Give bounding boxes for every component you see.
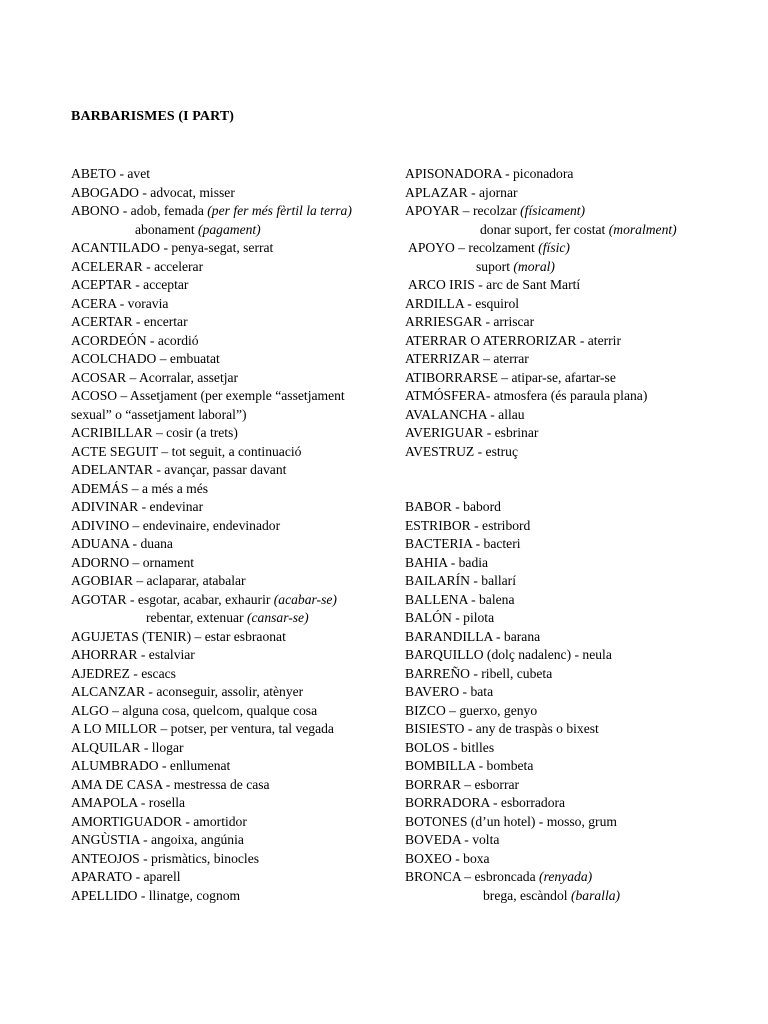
entry-line: [71, 480, 401, 499]
entry-text: AVERIGUAR - esbrinar: [405, 425, 539, 440]
entry-line: [405, 591, 735, 610]
entry-line: [71, 239, 401, 258]
entry-text: APOYAR – recolzar: [405, 203, 521, 218]
entry-text: ACTE SEGUIT – tot seguit, a continuació: [71, 443, 302, 459]
entry-text: AMA DE CASA - mestressa de casa: [71, 776, 270, 792]
entry-text: ARDILLA - esquirol: [405, 295, 520, 311]
entry-text: ACELERAR - accelerar: [71, 258, 204, 274]
entry-text: ACEPTAR - acceptar: [71, 277, 189, 292]
entry-text: BOMBILLA - bombeta: [405, 758, 534, 773]
entry-text: ADIVINO – endevinaire, endevinador: [71, 517, 281, 533]
entry-text: BARREÑO - ribell, cubeta: [405, 665, 553, 681]
entry-line: [71, 776, 401, 795]
entry-text: ADELANTAR - avançar, passar davant: [71, 462, 287, 477]
entry-line: [405, 332, 735, 351]
entry-line: [71, 406, 401, 425]
entry-line: [71, 350, 401, 369]
entry-text: ACOSAR – Acorralar, assetjar: [71, 369, 239, 385]
entry-line: [71, 757, 401, 776]
entry-note: (pagament): [198, 221, 261, 237]
entry-line: [71, 591, 401, 610]
entry-text: ACORDEÓN - acordió: [71, 332, 199, 348]
entry-text: APELLIDO - llinatge, cognom: [71, 887, 241, 903]
page-title: BARBARISMES (I PART): [71, 109, 235, 124]
entry-line: [71, 498, 401, 517]
entry-line: [405, 443, 735, 462]
entry-text: BALÓN - pilota: [405, 610, 495, 625]
entry-text: ADIVINAR - endevinar: [71, 499, 204, 514]
entry-text: BORRAR – esborrar: [405, 776, 520, 792]
entry-text: ALCANZAR - aconseguir, assolir, atènyer: [71, 684, 304, 699]
entry-line: [405, 276, 735, 295]
entry-line: [405, 165, 735, 184]
entry-line: [405, 313, 735, 332]
entry-text: ACANTILADO - penya-segat, serrat: [71, 240, 274, 255]
entry-line: [405, 202, 735, 221]
entry-text: ATIBORRARSE – atipar-se, afartar-se: [405, 369, 616, 385]
entry-text: BAILARÍN - ballarí: [405, 573, 516, 588]
entry-note: (físic): [538, 240, 570, 255]
entry-line: [405, 720, 735, 739]
entry-line: [71, 165, 401, 184]
entry-text: BISIESTO - any de traspàs o bixest: [405, 721, 599, 736]
entry-text: ACERA - voravia: [71, 295, 169, 311]
entry-line: [71, 868, 401, 887]
entry-text: ATERRAR O ATERRORIZAR - aterrir: [405, 332, 621, 348]
entry-line: [405, 887, 735, 906]
entry-text: rebentar, extenuar: [146, 610, 247, 625]
entry-text: ADEMÁS – a més a més: [71, 480, 209, 496]
entry-text: BOVEDA - volta: [405, 832, 500, 847]
entry-line: [71, 609, 401, 628]
entry-text: ATMÓSFERA- atmosfera (és paraula plana): [405, 388, 648, 403]
entry-note: (baralla): [570, 887, 621, 903]
blank-line: [405, 461, 735, 480]
entry-line: [405, 868, 735, 887]
entry-text: ATERRIZAR – aterrar: [405, 351, 529, 366]
entry-line: [71, 831, 401, 850]
entry-line: [405, 221, 735, 240]
entry-text: APOYO – recolzament: [408, 240, 539, 255]
entry-line: [71, 535, 401, 554]
entry-line: [71, 313, 401, 332]
entry-text: ACOLCHADO – embuatat: [71, 351, 220, 366]
entry-text: AMAPOLA - rosella: [71, 795, 186, 810]
entry-line: [405, 498, 735, 517]
entry-line: [405, 776, 735, 795]
entry-line: [405, 794, 735, 813]
entry-text: BOLOS - bitlles: [405, 739, 495, 755]
entry-line: [71, 702, 401, 721]
entry-line: [405, 535, 735, 554]
entry-text: ARCO IRIS - arc de Sant Martí: [408, 277, 581, 292]
left-column: [71, 165, 401, 905]
entry-note: (físicament): [520, 203, 586, 218]
entry-line: [405, 739, 735, 758]
entry-line: [71, 665, 401, 684]
entry-text: BRONCA – esbroncada: [405, 869, 540, 884]
right-column: [405, 165, 735, 905]
entry-line: [71, 332, 401, 351]
entry-line: [71, 850, 401, 869]
entry-text: ALGO – alguna cosa, quelcom, qualque cosa: [71, 702, 318, 718]
entry-text: BIZCO – guerxo, genyo: [405, 702, 538, 718]
entry-text: BAHIA - badia: [405, 554, 489, 570]
entry-text: ABETO - avet: [71, 166, 151, 181]
entry-text: ESTRIBOR - estribord: [405, 517, 531, 533]
entry-line: [71, 517, 401, 536]
entry-note: (acabar-se): [273, 591, 337, 607]
entry-line: [71, 887, 401, 906]
entry-line: [71, 739, 401, 758]
entry-line: [71, 461, 401, 480]
entry-line: [405, 239, 735, 258]
entry-line: [405, 554, 735, 573]
entry-text: BALLENA - balena: [405, 591, 515, 607]
entry-text: abonament: [135, 221, 199, 237]
entry-text: AGOTAR - esgotar, acabar, exhaurir: [71, 591, 274, 607]
entry-text: BARQUILLO (dolç nadalenc) - neula: [405, 647, 612, 662]
entry-line: [405, 406, 735, 425]
entry-line: [71, 720, 401, 739]
entry-text: AVESTRUZ - estruç: [405, 443, 519, 459]
entry-line: [71, 683, 401, 702]
entry-text: AMORTIGUADOR - amortidor: [71, 813, 247, 829]
entry-text: ARRIESGAR - arriscar: [405, 314, 535, 329]
entry-text: APISONADORA - piconadora: [405, 166, 574, 181]
entry-text: AVALANCHA - allau: [405, 406, 525, 422]
entry-text: AJEDREZ - escacs: [71, 665, 176, 681]
entry-note: (moralment): [608, 221, 677, 237]
entry-text: ACRIBILLAR – cosir (a trets): [71, 425, 238, 440]
entry-text: ALUMBRADO - enllumenat: [71, 758, 231, 773]
entry-text: suport: [476, 258, 514, 274]
entry-line: [405, 184, 735, 203]
entry-line: [405, 517, 735, 536]
entry-line: [405, 350, 735, 369]
entry-line: [405, 609, 735, 628]
entry-text: APARATO - aparell: [71, 869, 181, 884]
entry-line: [405, 369, 735, 388]
entry-text: BACTERIA - bacteri: [405, 536, 521, 551]
entry-text: A LO MILLOR – potser, per ventura, tal vegada: [71, 721, 334, 736]
entry-text: BARANDILLA - barana: [405, 628, 541, 644]
entry-line: [405, 850, 735, 869]
entry-line: [71, 387, 401, 406]
entry-text: AGOBIAR – aclaparar, atabalar: [71, 573, 246, 588]
entry-line: [405, 702, 735, 721]
entry-line: [71, 572, 401, 591]
entry-text: donar suport, fer costat: [480, 221, 609, 237]
entry-line: [405, 757, 735, 776]
entry-line: [405, 572, 735, 591]
entry-line: [71, 184, 401, 203]
entry-text: BABOR - babord: [405, 499, 501, 514]
entry-line: [71, 554, 401, 573]
entry-line: [405, 424, 735, 443]
entry-line: [71, 202, 401, 221]
entry-text: ADORNO – ornament: [71, 554, 195, 570]
entry-line: [405, 628, 735, 647]
entry-line: [405, 813, 735, 832]
entry-line: [71, 295, 401, 314]
entry-text: ADUANA - duana: [71, 536, 173, 551]
entry-line: [405, 683, 735, 702]
entry-line: [405, 387, 735, 406]
entry-text: ANGÙSTIA - angoixa, angúnia: [71, 832, 244, 847]
blank-line: [405, 480, 735, 499]
entry-text: ABOGADO - advocat, misser: [71, 184, 235, 200]
entry-note: (per fer més fèrtil la terra): [207, 203, 352, 218]
entry-note: (renyada): [539, 869, 593, 884]
entry-text: brega, escàndol: [483, 887, 571, 903]
entry-line: [405, 295, 735, 314]
entry-line: [71, 794, 401, 813]
entry-line: [71, 369, 401, 388]
entry-line: [71, 813, 401, 832]
entry-text: ANTEOJOS - prismàtics, binocles: [71, 850, 260, 866]
entry-note: (cansar-se): [246, 610, 309, 625]
entry-line: [71, 221, 401, 240]
entry-text: AGUJETAS (TENIR) – estar esbraonat: [71, 628, 286, 644]
entry-line: [405, 831, 735, 850]
entry-line: [71, 258, 401, 277]
entry-line: [405, 646, 735, 665]
entry-line: [405, 258, 735, 277]
entry-text: ACOSO – Assetjament (per exemple “assetjament: [71, 388, 345, 403]
entry-note: (moral): [513, 258, 555, 274]
entry-text: sexual” o “assetjament laboral”): [71, 406, 247, 422]
entry-text: BAVERO - bata: [405, 684, 494, 699]
entry-line: [71, 628, 401, 647]
entry-line: [71, 424, 401, 443]
entry-text: BOXEO - boxa: [405, 850, 490, 866]
entry-text: ACERTAR - encertar: [71, 314, 188, 329]
entry-text: ALQUILAR - llogar: [71, 739, 184, 755]
entry-line: [71, 443, 401, 462]
entry-text: APLAZAR - ajornar: [405, 184, 518, 200]
entry-text: AHORRAR - estalviar: [71, 647, 195, 662]
entry-line: [71, 646, 401, 665]
entry-text: BORRADORA - esborradora: [405, 795, 566, 810]
entry-line: [71, 276, 401, 295]
entry-text: ABONO - adob, femada: [71, 203, 208, 218]
entry-line: [405, 665, 735, 684]
entry-text: BOTONES (d’un hotel) - mosso, grum: [405, 813, 617, 829]
